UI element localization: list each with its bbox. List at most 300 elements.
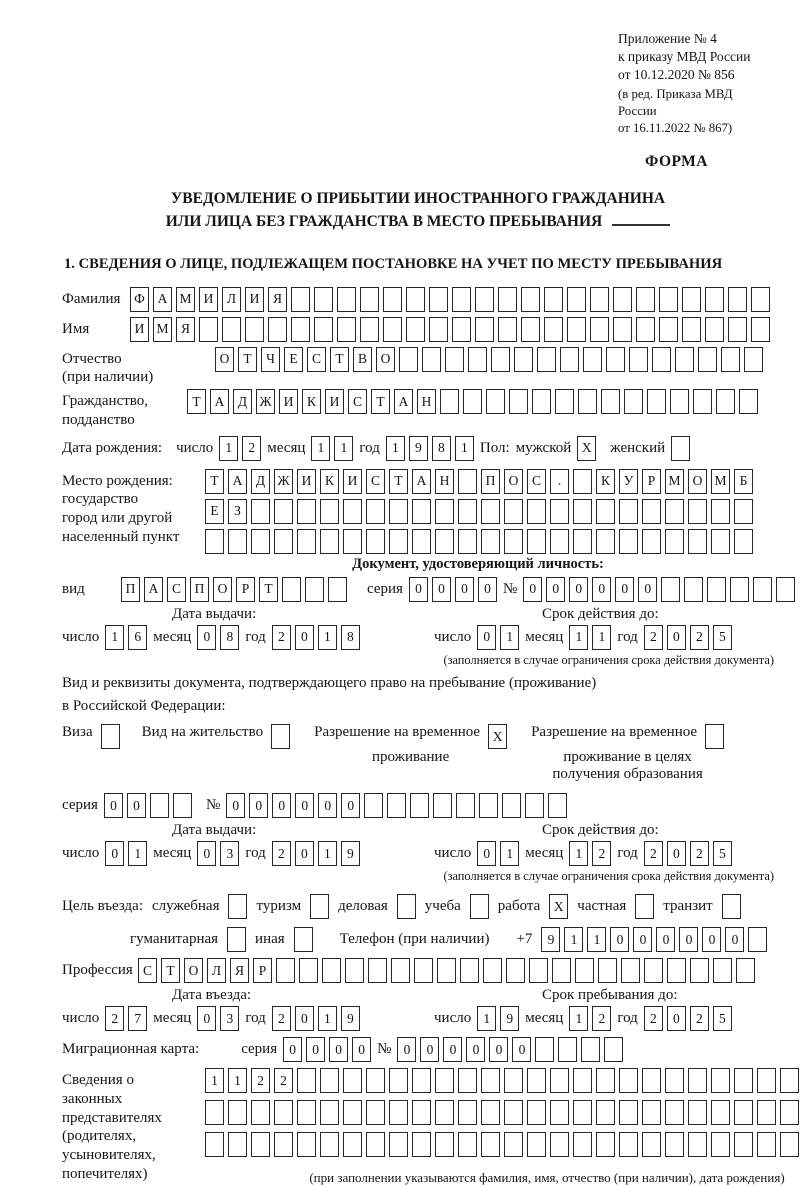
char-cell[interactable] xyxy=(491,347,510,372)
char-cell[interactable] xyxy=(776,577,795,602)
char-cell[interactable] xyxy=(734,1068,753,1093)
char-cell[interactable] xyxy=(205,1132,224,1157)
char-cell[interactable] xyxy=(228,1132,247,1157)
char-cell[interactable]: 0 xyxy=(341,793,360,818)
char-cell[interactable] xyxy=(578,389,597,414)
char-cell[interactable] xyxy=(552,958,571,983)
char-cell[interactable]: И xyxy=(245,287,264,312)
char-cell[interactable] xyxy=(475,317,494,342)
char-cell[interactable]: 1 xyxy=(318,1006,337,1031)
char-cell[interactable] xyxy=(412,1100,431,1125)
purpose-transit-checkbox[interactable] xyxy=(722,894,741,919)
char-cell[interactable] xyxy=(463,389,482,414)
char-cell[interactable]: 2 xyxy=(592,1006,611,1031)
char-cell[interactable]: 1 xyxy=(455,436,474,461)
char-cell[interactable] xyxy=(498,317,517,342)
char-cell[interactable]: 0 xyxy=(127,793,146,818)
char-cell[interactable] xyxy=(504,1068,523,1093)
char-cell[interactable] xyxy=(555,389,574,414)
char-cell[interactable]: 8 xyxy=(432,436,451,461)
char-cell[interactable] xyxy=(291,317,310,342)
char-cell[interactable] xyxy=(387,793,406,818)
char-cell[interactable]: 2 xyxy=(592,841,611,866)
char-cell[interactable] xyxy=(682,287,701,312)
char-cell[interactable] xyxy=(652,347,671,372)
char-cell[interactable]: С xyxy=(307,347,326,372)
char-cell[interactable] xyxy=(276,958,295,983)
char-cell[interactable] xyxy=(560,347,579,372)
char-cell[interactable] xyxy=(527,529,546,554)
char-cell[interactable]: 2 xyxy=(690,841,709,866)
char-cell[interactable]: 0 xyxy=(679,927,698,952)
char-cell[interactable] xyxy=(320,529,339,554)
char-cell[interactable]: 0 xyxy=(352,1037,371,1062)
char-cell[interactable] xyxy=(757,1100,776,1125)
char-cell[interactable]: Е xyxy=(205,499,224,524)
char-cell[interactable]: М xyxy=(665,469,684,494)
char-cell[interactable] xyxy=(343,1132,362,1157)
char-cell[interactable] xyxy=(435,1068,454,1093)
char-cell[interactable] xyxy=(629,347,648,372)
char-cell[interactable] xyxy=(251,1132,270,1157)
char-cell[interactable]: 1 xyxy=(386,436,405,461)
char-cell[interactable] xyxy=(525,793,544,818)
char-cell[interactable]: Е xyxy=(284,347,303,372)
char-cell[interactable] xyxy=(222,317,241,342)
char-cell[interactable] xyxy=(734,499,753,524)
char-cell[interactable] xyxy=(383,317,402,342)
char-cell[interactable] xyxy=(150,793,169,818)
char-cell[interactable] xyxy=(337,287,356,312)
char-cell[interactable] xyxy=(498,287,517,312)
char-cell[interactable]: 1 xyxy=(219,436,238,461)
char-cell[interactable] xyxy=(734,1100,753,1125)
char-cell[interactable]: Д xyxy=(233,389,252,414)
char-cell[interactable]: 6 xyxy=(128,625,147,650)
char-cell[interactable]: 1 xyxy=(587,927,606,952)
char-cell[interactable]: Т xyxy=(259,577,278,602)
char-cell[interactable]: 1 xyxy=(128,841,147,866)
char-cell[interactable] xyxy=(690,958,709,983)
char-cell[interactable]: 0 xyxy=(197,625,216,650)
char-cell[interactable] xyxy=(644,958,663,983)
char-cell[interactable]: 1 xyxy=(228,1068,247,1093)
char-cell[interactable] xyxy=(716,389,735,414)
char-cell[interactable] xyxy=(429,317,448,342)
char-cell[interactable] xyxy=(757,1132,776,1157)
char-cell[interactable]: 3 xyxy=(220,1006,239,1031)
char-cell[interactable] xyxy=(665,1132,684,1157)
char-cell[interactable]: 0 xyxy=(397,1037,416,1062)
char-cell[interactable]: Т xyxy=(161,958,180,983)
char-cell[interactable] xyxy=(535,1037,554,1062)
char-cell[interactable]: 0 xyxy=(477,625,496,650)
char-cell[interactable]: К xyxy=(596,469,615,494)
char-cell[interactable] xyxy=(748,927,767,952)
char-cell[interactable]: 1 xyxy=(105,625,124,650)
char-cell[interactable]: 9 xyxy=(341,1006,360,1031)
char-cell[interactable]: 7 xyxy=(128,1006,147,1031)
char-cell[interactable] xyxy=(688,1100,707,1125)
char-cell[interactable]: И xyxy=(343,469,362,494)
char-cell[interactable] xyxy=(688,1068,707,1093)
char-cell[interactable] xyxy=(728,287,747,312)
char-cell[interactable] xyxy=(366,499,385,524)
char-cell[interactable] xyxy=(711,1100,730,1125)
char-cell[interactable]: 0 xyxy=(420,1037,439,1062)
char-cell[interactable] xyxy=(479,793,498,818)
char-cell[interactable] xyxy=(468,347,487,372)
char-cell[interactable]: Т xyxy=(238,347,257,372)
char-cell[interactable] xyxy=(529,958,548,983)
char-cell[interactable]: Т xyxy=(330,347,349,372)
char-cell[interactable]: 0 xyxy=(489,1037,508,1062)
char-cell[interactable] xyxy=(268,317,287,342)
char-cell[interactable]: А xyxy=(210,389,229,414)
char-cell[interactable]: 1 xyxy=(205,1068,224,1093)
char-cell[interactable] xyxy=(406,317,425,342)
char-cell[interactable] xyxy=(251,499,270,524)
char-cell[interactable] xyxy=(412,529,431,554)
temp-residence-checkbox[interactable]: X xyxy=(488,724,507,749)
char-cell[interactable] xyxy=(251,1100,270,1125)
char-cell[interactable]: 2 xyxy=(242,436,261,461)
char-cell[interactable] xyxy=(590,287,609,312)
char-cell[interactable]: И xyxy=(130,317,149,342)
char-cell[interactable]: А xyxy=(394,389,413,414)
char-cell[interactable]: Н xyxy=(417,389,436,414)
char-cell[interactable]: 8 xyxy=(341,625,360,650)
char-cell[interactable] xyxy=(481,499,500,524)
char-cell[interactable] xyxy=(780,1100,799,1125)
char-cell[interactable]: 0 xyxy=(656,927,675,952)
char-cell[interactable]: 0 xyxy=(295,793,314,818)
char-cell[interactable] xyxy=(343,1068,362,1093)
char-cell[interactable]: 0 xyxy=(283,1037,302,1062)
char-cell[interactable] xyxy=(619,499,638,524)
char-cell[interactable] xyxy=(504,1100,523,1125)
char-cell[interactable] xyxy=(337,317,356,342)
char-cell[interactable] xyxy=(245,317,264,342)
char-cell[interactable] xyxy=(504,529,523,554)
char-cell[interactable] xyxy=(458,1068,477,1093)
char-cell[interactable] xyxy=(567,317,586,342)
char-cell[interactable] xyxy=(274,499,293,524)
char-cell[interactable] xyxy=(619,1132,638,1157)
char-cell[interactable] xyxy=(642,499,661,524)
char-cell[interactable]: 2 xyxy=(274,1068,293,1093)
char-cell[interactable] xyxy=(548,793,567,818)
char-cell[interactable] xyxy=(429,287,448,312)
char-cell[interactable] xyxy=(422,347,441,372)
char-cell[interactable] xyxy=(573,529,592,554)
char-cell[interactable]: 5 xyxy=(713,841,732,866)
char-cell[interactable]: С xyxy=(527,469,546,494)
char-cell[interactable] xyxy=(688,1132,707,1157)
char-cell[interactable] xyxy=(596,529,615,554)
char-cell[interactable] xyxy=(360,287,379,312)
char-cell[interactable]: 0 xyxy=(272,793,291,818)
char-cell[interactable] xyxy=(412,1068,431,1093)
char-cell[interactable]: О xyxy=(184,958,203,983)
char-cell[interactable]: К xyxy=(302,389,321,414)
char-cell[interactable]: 1 xyxy=(592,625,611,650)
char-cell[interactable]: У xyxy=(619,469,638,494)
char-cell[interactable]: 1 xyxy=(569,1006,588,1031)
char-cell[interactable] xyxy=(297,499,316,524)
char-cell[interactable]: 9 xyxy=(500,1006,519,1031)
char-cell[interactable] xyxy=(274,529,293,554)
char-cell[interactable] xyxy=(659,317,678,342)
char-cell[interactable]: 2 xyxy=(272,1006,291,1031)
char-cell[interactable]: А xyxy=(153,287,172,312)
char-cell[interactable] xyxy=(502,793,521,818)
char-cell[interactable] xyxy=(550,1132,569,1157)
char-cell[interactable]: 1 xyxy=(569,625,588,650)
char-cell[interactable] xyxy=(744,347,763,372)
char-cell[interactable] xyxy=(456,793,475,818)
char-cell[interactable]: П xyxy=(190,577,209,602)
char-cell[interactable]: 1 xyxy=(477,1006,496,1031)
char-cell[interactable] xyxy=(598,958,617,983)
char-cell[interactable] xyxy=(527,1132,546,1157)
char-cell[interactable] xyxy=(705,317,724,342)
char-cell[interactable] xyxy=(711,499,730,524)
char-cell[interactable] xyxy=(481,529,500,554)
char-cell[interactable]: 0 xyxy=(512,1037,531,1062)
char-cell[interactable] xyxy=(297,1132,316,1157)
char-cell[interactable] xyxy=(389,529,408,554)
char-cell[interactable] xyxy=(458,1132,477,1157)
char-cell[interactable] xyxy=(399,347,418,372)
char-cell[interactable]: 0 xyxy=(466,1037,485,1062)
char-cell[interactable]: 0 xyxy=(105,841,124,866)
char-cell[interactable]: 9 xyxy=(541,927,560,952)
char-cell[interactable]: С xyxy=(366,469,385,494)
char-cell[interactable]: 0 xyxy=(477,841,496,866)
char-cell[interactable]: А xyxy=(144,577,163,602)
char-cell[interactable]: 0 xyxy=(318,793,337,818)
char-cell[interactable]: 0 xyxy=(615,577,634,602)
char-cell[interactable] xyxy=(753,577,772,602)
char-cell[interactable] xyxy=(320,1068,339,1093)
char-cell[interactable] xyxy=(613,317,632,342)
char-cell[interactable] xyxy=(414,958,433,983)
char-cell[interactable]: 8 xyxy=(220,625,239,650)
char-cell[interactable] xyxy=(389,499,408,524)
purpose-private-checkbox[interactable] xyxy=(635,894,654,919)
char-cell[interactable] xyxy=(596,1132,615,1157)
char-cell[interactable] xyxy=(509,389,528,414)
visa-checkbox[interactable] xyxy=(101,724,120,749)
char-cell[interactable] xyxy=(665,529,684,554)
char-cell[interactable] xyxy=(366,1100,385,1125)
char-cell[interactable]: И xyxy=(325,389,344,414)
char-cell[interactable] xyxy=(320,1100,339,1125)
char-cell[interactable] xyxy=(693,389,712,414)
char-cell[interactable]: 0 xyxy=(443,1037,462,1062)
char-cell[interactable]: О xyxy=(215,347,234,372)
char-cell[interactable] xyxy=(228,1100,247,1125)
char-cell[interactable] xyxy=(739,389,758,414)
char-cell[interactable]: Ф xyxy=(130,287,149,312)
char-cell[interactable] xyxy=(642,529,661,554)
char-cell[interactable]: 0 xyxy=(546,577,565,602)
char-cell[interactable]: М xyxy=(176,287,195,312)
char-cell[interactable] xyxy=(642,1132,661,1157)
char-cell[interactable] xyxy=(460,958,479,983)
char-cell[interactable] xyxy=(604,1037,623,1062)
char-cell[interactable] xyxy=(297,529,316,554)
char-cell[interactable] xyxy=(412,499,431,524)
char-cell[interactable]: А xyxy=(228,469,247,494)
char-cell[interactable] xyxy=(366,529,385,554)
char-cell[interactable] xyxy=(675,347,694,372)
char-cell[interactable]: 0 xyxy=(432,577,451,602)
char-cell[interactable]: 0 xyxy=(725,927,744,952)
char-cell[interactable] xyxy=(532,389,551,414)
char-cell[interactable] xyxy=(780,1132,799,1157)
char-cell[interactable] xyxy=(205,529,224,554)
gender-female-checkbox[interactable] xyxy=(671,436,690,461)
char-cell[interactable] xyxy=(320,499,339,524)
char-cell[interactable] xyxy=(734,529,753,554)
char-cell[interactable] xyxy=(458,529,477,554)
char-cell[interactable] xyxy=(624,389,643,414)
char-cell[interactable]: 1 xyxy=(318,625,337,650)
residence-permit-checkbox[interactable] xyxy=(271,724,290,749)
char-cell[interactable] xyxy=(274,1100,293,1125)
char-cell[interactable]: 2 xyxy=(251,1068,270,1093)
char-cell[interactable] xyxy=(619,529,638,554)
char-cell[interactable] xyxy=(389,1068,408,1093)
char-cell[interactable] xyxy=(780,1068,799,1093)
char-cell[interactable] xyxy=(757,1068,776,1093)
char-cell[interactable]: Р xyxy=(253,958,272,983)
char-cell[interactable] xyxy=(550,1100,569,1125)
purpose-business-checkbox[interactable] xyxy=(397,894,416,919)
char-cell[interactable]: К xyxy=(320,469,339,494)
char-cell[interactable] xyxy=(621,958,640,983)
char-cell[interactable] xyxy=(314,317,333,342)
char-cell[interactable] xyxy=(659,287,678,312)
char-cell[interactable] xyxy=(684,577,703,602)
char-cell[interactable]: 1 xyxy=(500,625,519,650)
char-cell[interactable] xyxy=(228,529,247,554)
char-cell[interactable] xyxy=(619,1068,638,1093)
char-cell[interactable] xyxy=(437,958,456,983)
char-cell[interactable] xyxy=(583,347,602,372)
char-cell[interactable] xyxy=(435,1132,454,1157)
char-cell[interactable] xyxy=(360,317,379,342)
gender-male-checkbox[interactable]: X xyxy=(577,436,596,461)
char-cell[interactable] xyxy=(642,1068,661,1093)
char-cell[interactable] xyxy=(573,1132,592,1157)
char-cell[interactable]: . xyxy=(550,469,569,494)
char-cell[interactable]: 0 xyxy=(569,577,588,602)
char-cell[interactable] xyxy=(730,577,749,602)
char-cell[interactable] xyxy=(483,958,502,983)
char-cell[interactable] xyxy=(688,529,707,554)
char-cell[interactable] xyxy=(688,499,707,524)
char-cell[interactable] xyxy=(343,529,362,554)
char-cell[interactable]: 5 xyxy=(713,625,732,650)
char-cell[interactable]: 2 xyxy=(105,1006,124,1031)
char-cell[interactable]: Ж xyxy=(256,389,275,414)
char-cell[interactable]: 0 xyxy=(409,577,428,602)
char-cell[interactable] xyxy=(567,287,586,312)
char-cell[interactable]: Ч xyxy=(261,347,280,372)
char-cell[interactable] xyxy=(322,958,341,983)
char-cell[interactable] xyxy=(636,317,655,342)
char-cell[interactable] xyxy=(282,577,301,602)
char-cell[interactable]: 0 xyxy=(702,927,721,952)
char-cell[interactable] xyxy=(506,958,525,983)
char-cell[interactable]: 5 xyxy=(713,1006,732,1031)
char-cell[interactable] xyxy=(305,577,324,602)
char-cell[interactable] xyxy=(406,287,425,312)
char-cell[interactable] xyxy=(458,1100,477,1125)
char-cell[interactable] xyxy=(619,1100,638,1125)
char-cell[interactable] xyxy=(297,1068,316,1093)
char-cell[interactable] xyxy=(366,1068,385,1093)
char-cell[interactable] xyxy=(486,389,505,414)
char-cell[interactable]: Я xyxy=(176,317,195,342)
char-cell[interactable] xyxy=(504,1132,523,1157)
char-cell[interactable]: С xyxy=(167,577,186,602)
char-cell[interactable]: 0 xyxy=(667,625,686,650)
purpose-official-checkbox[interactable] xyxy=(228,894,247,919)
char-cell[interactable]: Р xyxy=(236,577,255,602)
char-cell[interactable] xyxy=(550,529,569,554)
char-cell[interactable]: 9 xyxy=(341,841,360,866)
char-cell[interactable] xyxy=(573,469,592,494)
char-cell[interactable]: О xyxy=(688,469,707,494)
char-cell[interactable] xyxy=(320,1132,339,1157)
char-cell[interactable] xyxy=(573,1100,592,1125)
char-cell[interactable]: 0 xyxy=(329,1037,348,1062)
char-cell[interactable]: 2 xyxy=(690,1006,709,1031)
char-cell[interactable] xyxy=(452,287,471,312)
char-cell[interactable] xyxy=(590,317,609,342)
char-cell[interactable] xyxy=(412,1132,431,1157)
char-cell[interactable] xyxy=(481,1132,500,1157)
char-cell[interactable] xyxy=(445,347,464,372)
char-cell[interactable]: 0 xyxy=(478,577,497,602)
char-cell[interactable] xyxy=(550,1068,569,1093)
char-cell[interactable]: О xyxy=(213,577,232,602)
char-cell[interactable] xyxy=(667,958,686,983)
char-cell[interactable] xyxy=(199,317,218,342)
char-cell[interactable] xyxy=(661,577,680,602)
char-cell[interactable] xyxy=(481,1068,500,1093)
char-cell[interactable] xyxy=(711,1132,730,1157)
char-cell[interactable] xyxy=(521,317,540,342)
char-cell[interactable] xyxy=(736,958,755,983)
char-cell[interactable]: 0 xyxy=(306,1037,325,1062)
char-cell[interactable]: 0 xyxy=(633,927,652,952)
char-cell[interactable]: 1 xyxy=(334,436,353,461)
char-cell[interactable] xyxy=(410,793,429,818)
char-cell[interactable]: Л xyxy=(222,287,241,312)
char-cell[interactable] xyxy=(458,499,477,524)
char-cell[interactable]: 0 xyxy=(197,1006,216,1031)
char-cell[interactable] xyxy=(705,287,724,312)
char-cell[interactable]: 1 xyxy=(569,841,588,866)
char-cell[interactable] xyxy=(647,389,666,414)
char-cell[interactable] xyxy=(389,1100,408,1125)
purpose-work-checkbox[interactable]: X xyxy=(549,894,568,919)
